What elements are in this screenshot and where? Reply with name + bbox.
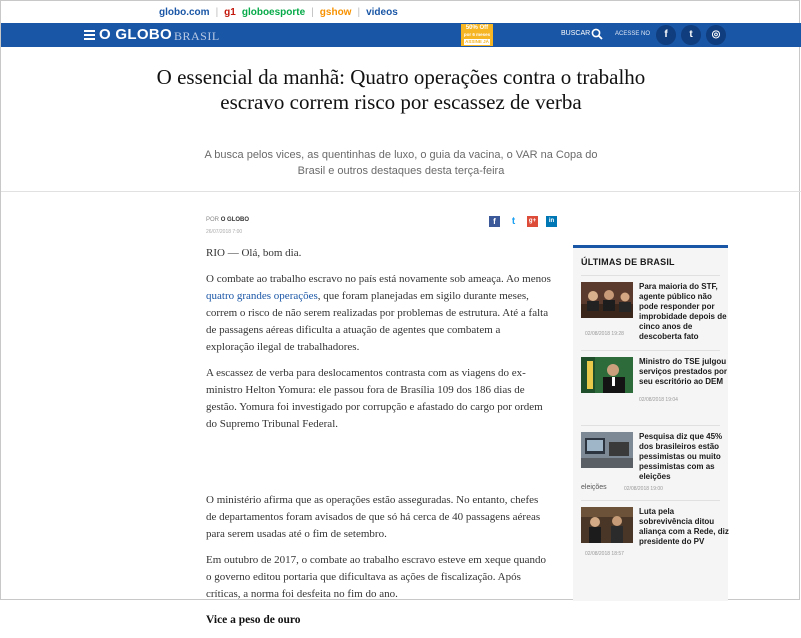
paragraph: RIO — Olá, bom dia. <box>206 247 302 259</box>
embed-placeholder <box>206 442 551 492</box>
linkedin-share-icon[interactable]: in <box>546 216 557 227</box>
publish-date: 26/07/2018 7:00 <box>206 229 243 235</box>
promo-duration: por 6 meses <box>463 32 491 37</box>
news-item[interactable] <box>581 350 728 425</box>
news-title[interactable]: Luta pela sobrevivência ditou aliança com a Rede, diz presidente do PV <box>639 507 729 546</box>
byline-prefix: POR <box>206 217 220 223</box>
byline-author[interactable]: O GLOBO <box>220 217 250 223</box>
paragraph-text: O combate ao trabalho escravo no país está novamente sob ameaça. Ao menos <box>206 273 551 285</box>
byline <box>206 217 249 223</box>
site-header <box>1 23 801 47</box>
portal-separator: | <box>357 6 361 18</box>
access-label: ACESSE NO <box>615 31 651 37</box>
news-thumbnail[interactable] <box>581 357 633 393</box>
portal-link-globo[interactable]: globo.com <box>159 6 210 18</box>
news-thumbnail[interactable] <box>581 507 633 543</box>
portal-link-gshow[interactable]: gshow <box>319 6 352 18</box>
news-item[interactable] <box>581 275 727 350</box>
instagram-icon[interactable]: ◎ <box>706 25 726 45</box>
paragraph: Em outubro de 2017, o combate ao trabalho escravo esteve em xeque quando o governo editou portaria que dificultava as ações de fiscalização. Após críticas, a norma foi desfeita no fim do ano. <box>206 554 546 600</box>
search-label[interactable]: BUSCAR <box>561 30 591 37</box>
article-subtitle: A busca pelos vices, as quentinhas de luxo, o guia da vacina, o VAR na Copa do Brasil e outros destaques desta terça-feira <box>204 149 598 177</box>
promo-discount: 50% Off <box>465 25 489 31</box>
portal-separator: | <box>311 6 314 18</box>
twitter-icon[interactable]: t <box>681 25 701 45</box>
portal-link-g1[interactable]: g1 <box>224 6 236 18</box>
news-tag: eleições <box>581 484 607 491</box>
section-subheading: Vice a peso de ouro <box>206 614 301 626</box>
news-item[interactable] <box>581 500 729 575</box>
search-icon[interactable] <box>591 28 603 40</box>
news-title[interactable]: Ministro do TSE julgou serviços prestados por seu escritório ao DEM <box>639 357 728 386</box>
subscription-promo[interactable] <box>461 24 493 46</box>
news-date: 02/08/2018 19:00 <box>624 486 663 492</box>
facebook-icon[interactable]: f <box>656 25 676 45</box>
portal-separator: | <box>215 6 219 18</box>
portal-bar <box>1 1 799 23</box>
sidebar-title[interactable]: ÚLTIMAS DE BRASIL <box>581 257 675 267</box>
portal-link-videos[interactable]: videos <box>366 6 398 18</box>
article-headline: O essencial da manhã: Quatro operações contra o trabalho escravo correm risco por escassez de verba <box>156 65 646 114</box>
promo-cta: ASSINE JÁ <box>465 39 489 44</box>
news-date: 02/08/2018 18:57 <box>585 551 624 557</box>
paragraph-text: , que foram planejadas em sigilo durante meses, correm o risco de não serem realizadas por problemas de estrutura. Até a falta de passagens aéreas dificulta a atuação de agentes que combatem a exploração ilegal de trabalhadores. <box>206 290 549 353</box>
news-title[interactable]: Para maioria do STF, agente público não pode responder por improbidade depois de cinco anos de descoberta fato <box>639 282 727 341</box>
paragraph: O ministério afirma que as operações estão asseguradas. No entanto, chefes de departamentos foram avisados de que só há cerca de 40 passagens aéreas para serem usadas até o fim de setembro. <box>206 494 541 540</box>
hamburger-menu-icon[interactable] <box>84 30 95 40</box>
news-thumbnail[interactable] <box>581 282 633 318</box>
paragraph <box>206 271 551 356</box>
latest-news-sidebar <box>573 245 728 601</box>
article-body <box>206 245 551 638</box>
section-name[interactable]: BRASIL <box>174 29 220 43</box>
twitter-share-icon[interactable]: t <box>508 216 519 227</box>
news-title[interactable]: Pesquisa diz que 45% dos brasileiros estão pessimistas ou muito pessimistas com as eleições <box>639 432 723 481</box>
portal-link-globoesporte[interactable]: globoesporte <box>241 6 306 18</box>
googleplus-share-icon[interactable]: g+ <box>527 216 538 227</box>
facebook-share-icon[interactable]: f <box>489 216 500 227</box>
site-logo[interactable]: O GLOBO <box>99 26 172 43</box>
news-date: 02/08/2018 19:04 <box>639 397 678 403</box>
article-hero <box>1 47 801 192</box>
paragraph: A escassez de verba para deslocamentos contrasta com as viagens do ex-ministro Helton Yomura: ele passou fora de Brasília 109 dos 186 dias de gestão. Yomura foi investigado por corrupção e afastado do cargo por ordem do Supremo Tribunal Federal. <box>206 367 543 430</box>
news-item[interactable] <box>581 425 723 500</box>
news-date: 02/08/2018 19:28 <box>585 331 624 337</box>
news-thumbnail[interactable] <box>581 432 633 468</box>
operations-link[interactable]: quatro grandes operações <box>206 290 318 302</box>
